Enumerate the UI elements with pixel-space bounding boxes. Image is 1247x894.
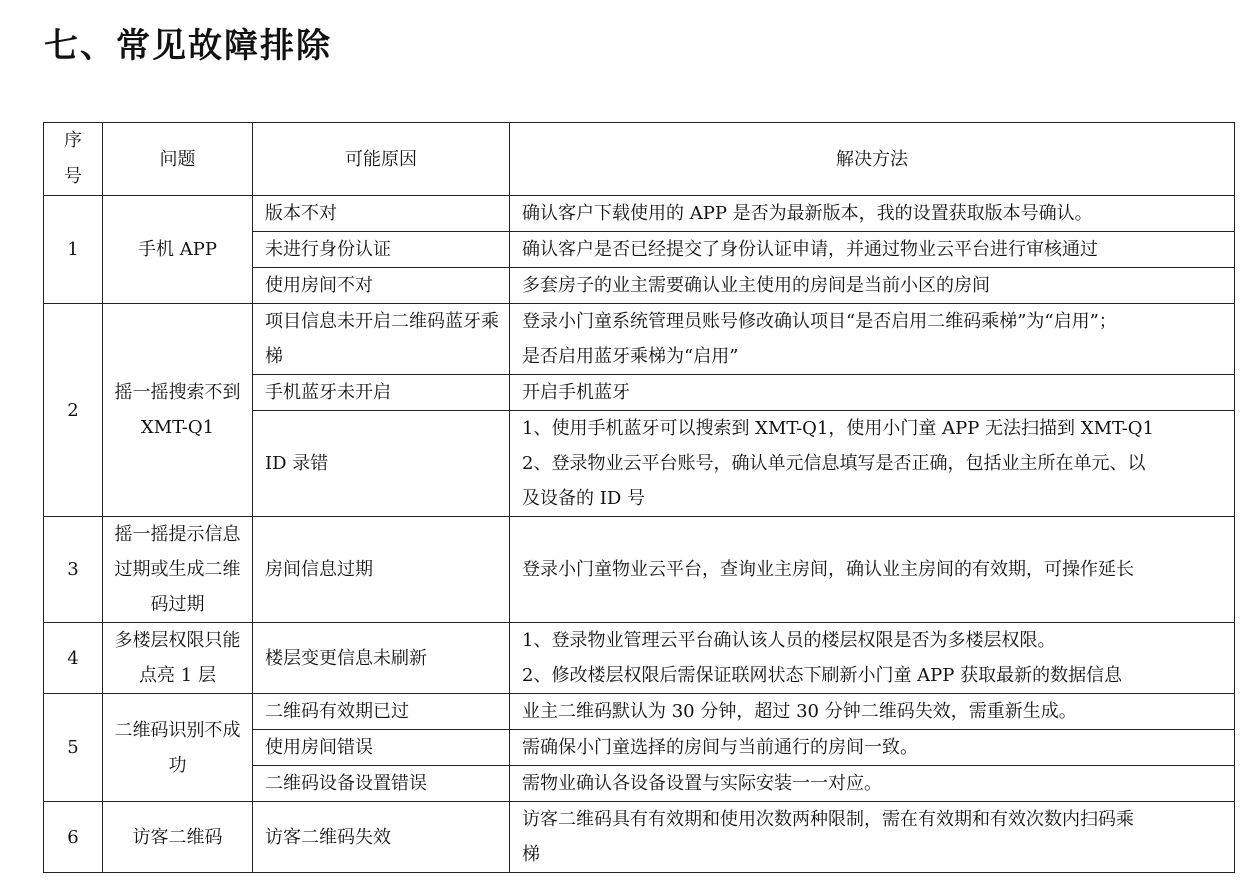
problem-cell: 摇一摇搜索不到 XMT-Q1 xyxy=(103,304,253,517)
cause-cell: ID 录错 xyxy=(253,411,510,517)
table-header-row xyxy=(44,123,1235,196)
solution-cell xyxy=(510,766,1235,802)
cause-cell: 项目信息未开启二维码蓝牙乘梯 xyxy=(253,304,510,375)
row-number: 4 xyxy=(44,623,103,694)
cause-cell: 楼层变更信息未刷新 xyxy=(253,623,510,694)
cause-cell: 使用房间错误 xyxy=(253,730,510,766)
solution-cell xyxy=(510,623,1235,694)
row-number: 1 xyxy=(44,196,103,304)
problem-cell: 多楼层权限只能点亮 1 层 xyxy=(103,623,253,694)
solution-line: 登录小门童物业云平台，查询业主房间，确认业主房间的有效期，可操作延长 xyxy=(522,559,1134,580)
table-row xyxy=(44,802,1235,873)
solution-cell xyxy=(510,268,1235,304)
solution-line: 梯 xyxy=(522,844,540,865)
troubleshooting-table xyxy=(43,122,1235,873)
solution-cell xyxy=(510,411,1235,517)
table-row xyxy=(44,196,1235,232)
solution-line: 登录小门童系统管理员账号修改确认项目“是否启用二维码乘梯”为“启用”； xyxy=(522,311,1117,332)
solution-cell xyxy=(510,196,1235,232)
solution-line: 及设备的 ID 号 xyxy=(522,488,645,509)
solution-line: 确认客户是否已经提交了身份认证申请，并通过物业云平台进行审核通过 xyxy=(522,239,1098,260)
cause-cell: 未进行身份认证 xyxy=(253,232,510,268)
solution-cell xyxy=(510,694,1235,730)
solution-line: 1、登录物业管理云平台确认该人员的楼层权限是否为多楼层权限。 xyxy=(522,630,1056,651)
solution-cell xyxy=(510,517,1235,623)
solution-line: 需确保小门童选择的房间与当前通行的房间一致。 xyxy=(522,737,918,758)
header-no-line1: 序 xyxy=(64,130,82,151)
solution-line: 开启手机蓝牙 xyxy=(522,382,630,403)
row-number: 3 xyxy=(44,517,103,623)
table-row xyxy=(44,623,1235,694)
problem-cell: 摇一摇提示信息过期或生成二维码过期 xyxy=(103,517,253,623)
header-no xyxy=(44,123,103,196)
header-no-line2: 号 xyxy=(64,166,82,187)
problem-cell: 二维码识别不成功 xyxy=(103,694,253,802)
solution-line: 需物业确认各设备设置与实际安装一一对应。 xyxy=(522,773,882,794)
solution-cell xyxy=(510,375,1235,411)
header-problem: 问题 xyxy=(103,123,253,196)
table-body xyxy=(44,196,1235,873)
solution-line: 确认客户下载使用的 APP 是否为最新版本，我的设置获取版本号确认。 xyxy=(522,203,1093,224)
cause-cell: 房间信息过期 xyxy=(253,517,510,623)
header-solution: 解决方法 xyxy=(510,123,1235,196)
solution-cell xyxy=(510,730,1235,766)
solution-line: 是否启用蓝牙乘梯为“启用” xyxy=(522,346,739,367)
cause-cell: 使用房间不对 xyxy=(253,268,510,304)
row-number: 2 xyxy=(44,304,103,517)
solution-line: 访客二维码具有有效期和使用次数两种限制，需在有效期和有效次数内扫码乘 xyxy=(522,809,1134,830)
cause-cell: 二维码有效期已过 xyxy=(253,694,510,730)
header-cause: 可能原因 xyxy=(253,123,510,196)
solution-line: 1、使用手机蓝牙可以搜索到 XMT-Q1，使用小门童 APP 无法扫描到 XMT-Q1 xyxy=(522,418,1155,439)
table-row xyxy=(44,517,1235,623)
cause-cell: 手机蓝牙未开启 xyxy=(253,375,510,411)
solution-cell xyxy=(510,232,1235,268)
row-number: 5 xyxy=(44,694,103,802)
row-number: 6 xyxy=(44,802,103,873)
problem-cell: 手机 APP xyxy=(103,196,253,304)
solution-line: 多套房子的业主需要确认业主使用的房间是当前小区的房间 xyxy=(522,275,990,296)
solution-cell xyxy=(510,802,1235,873)
section-heading: 七、常见故障排除 xyxy=(44,26,332,66)
cause-cell: 二维码设备设置错误 xyxy=(253,766,510,802)
cause-cell: 版本不对 xyxy=(253,196,510,232)
cause-cell: 访客二维码失效 xyxy=(253,802,510,873)
table-row xyxy=(44,694,1235,730)
solution-line: 业主二维码默认为 30 分钟，超过 30 分钟二维码失效，需重新生成。 xyxy=(522,701,1077,722)
problem-cell: 访客二维码 xyxy=(103,802,253,873)
solution-line: 2、登录物业云平台账号，确认单元信息填写是否正确，包括业主所在单元、以 xyxy=(522,453,1146,474)
table-row xyxy=(44,304,1235,375)
solution-line: 2、修改楼层权限后需保证联网状态下刷新小门童 APP 获取最新的数据信息 xyxy=(522,665,1123,686)
solution-cell xyxy=(510,304,1235,375)
